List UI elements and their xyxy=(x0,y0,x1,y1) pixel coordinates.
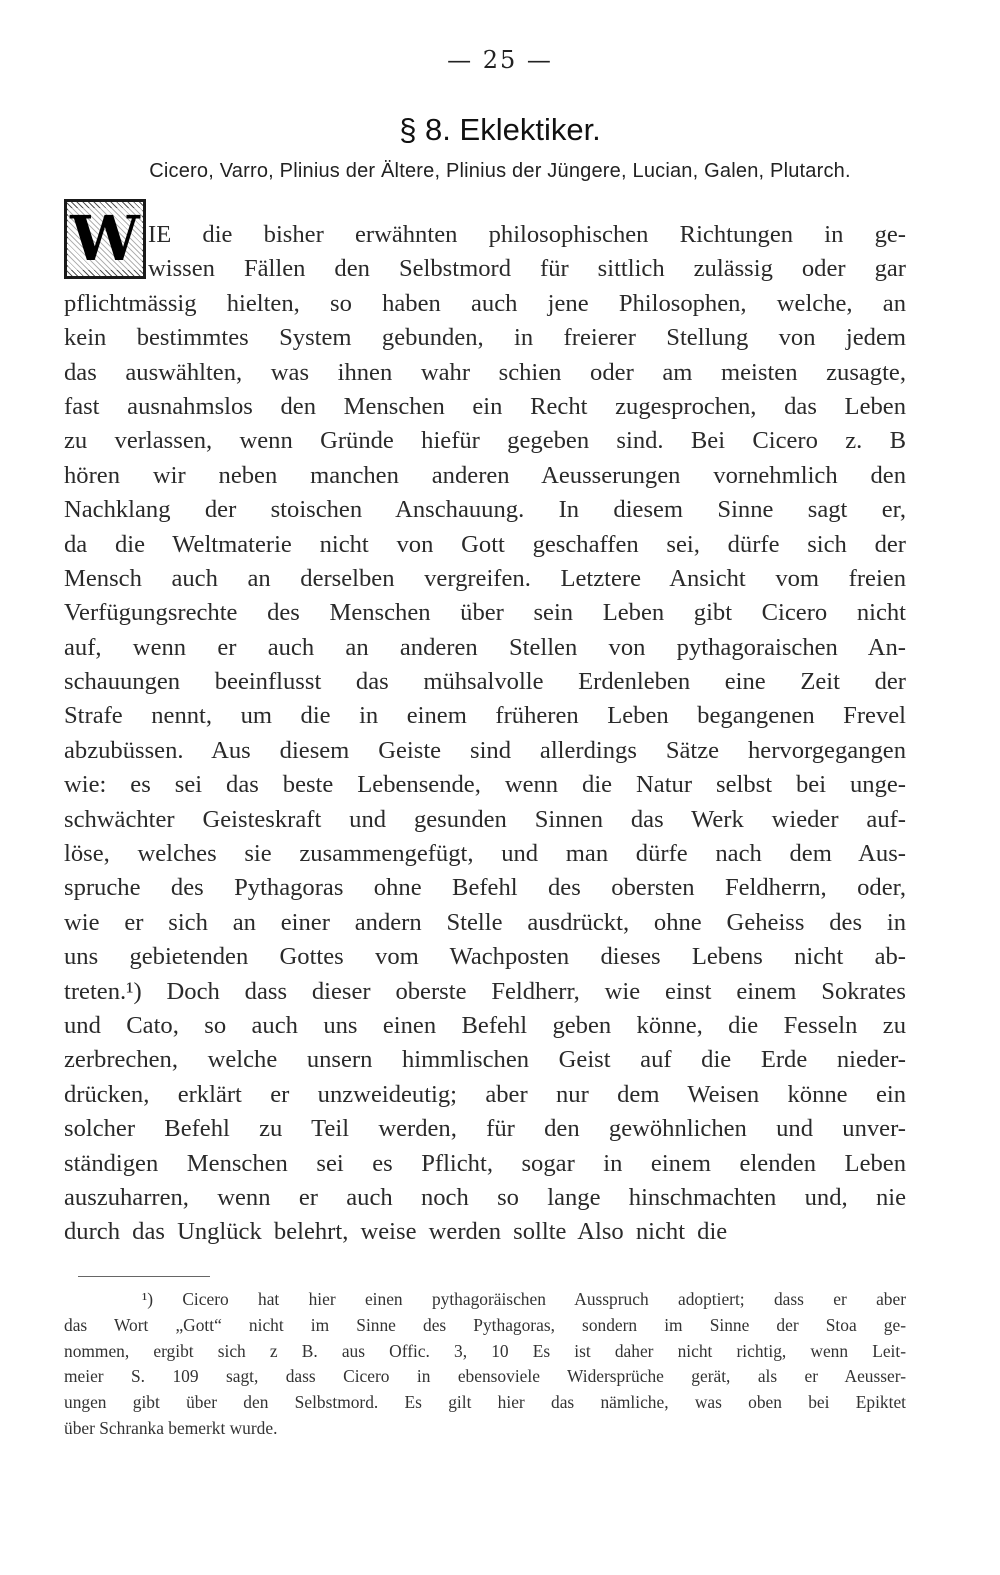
text-line: uns gebietenden Gottes vom Wachposten dieses Lebens nicht ab- xyxy=(64,943,906,971)
text-line: schauungen beeinflusst das mühsalvolle Erdenleben eine Zeit der xyxy=(64,668,906,696)
text-line: und Cato, so auch uns einen Befehl geben könne, die Fesseln zu xyxy=(64,1011,906,1039)
page-number: — 25 — xyxy=(447,46,553,74)
footnote-line: über Schranka bemerkt wurde. xyxy=(64,1417,278,1438)
text-line: auf, wenn er auch an anderen Stellen von pythagoraischen An- xyxy=(64,633,906,661)
text-line: wissen Fällen den Selbstmord für sittlich zulässig oder gar xyxy=(148,255,906,283)
section-heading: § 8. Eklektiker. xyxy=(399,112,601,147)
text-line: wie: es sei das beste Lebensende, wenn die Natur selbst bei unge- xyxy=(64,771,906,799)
text-line: ständigen Menschen sei es Pflicht, sogar in einem elenden Leben xyxy=(64,1149,906,1177)
text-line: Strafe nennt, um die in einem früheren Leben begangenen Frevel xyxy=(64,702,906,730)
initial-letter: W xyxy=(70,202,140,275)
footnote-line: meier S. 109 sagt, dass Cicero in ebensoviele Widersprüche gerät, als er Aeusser- xyxy=(64,1366,906,1387)
text-line: spruche des Pythagoras ohne Befehl des obersten Feldherrn, oder, xyxy=(64,874,906,902)
text-line: zerbrechen, welche unsern himmlischen Geist auf die Erde nieder- xyxy=(64,1046,906,1074)
text-line: zu verlassen, wenn Gründe hiefür gegeben sind. Bei Cicero z. B xyxy=(64,427,906,455)
text-line: kein bestimmtes System gebunden, in freierer Stellung von jedem xyxy=(64,324,906,352)
text-line: da die Weltmaterie nicht von Gott geschaffen sei, dürfe sich der xyxy=(64,530,906,558)
footnote-line: nommen, ergibt sich z B. aus Offic. 3, 10 Es ist daher nicht richtig, wenn Leit- xyxy=(64,1340,906,1361)
footnote-line: ungen gibt über den Selbstmord. Es gilt hier das nämliche, was oben bei Epiktet xyxy=(64,1392,906,1413)
text-line: fast ausnahmslos den Menschen ein Recht zugesprochen, das Leben xyxy=(64,392,906,420)
text-line: hören wir neben manchen anderen Aeusserungen vornehmlich den xyxy=(64,461,906,489)
section-subtitle-names: Cicero, Varro, Plinius der Ältere, Plinius der Jüngere, Lucian, Galen, Plutarch. xyxy=(149,160,851,182)
text-line: solcher Befehl zu Teil werden, für den gewöhnlichen und unver- xyxy=(64,1115,906,1143)
footnote-separator xyxy=(78,1276,210,1277)
text-line: treten.¹) Doch dass dieser oberste Feldherr, wie einst einem Sokrates xyxy=(64,977,906,1005)
text-line: das auswählten, was ihnen wahr schien oder am meisten zusagte, xyxy=(64,358,906,386)
text-line: schwächter Geisteskraft und gesunden Sinnen das Werk wieder auf- xyxy=(64,805,906,833)
text-line: pflichtmässig hielten, so haben auch jene Philosophen, welche, an xyxy=(64,289,906,317)
text-line: drücken, erklärt er unzweideutig; aber nur dem Weisen könne ein xyxy=(64,1080,906,1108)
text-line: durch das Unglück belehrt, weise werden sollte Also nicht die xyxy=(64,1218,728,1246)
text-line: IE die bisher erwähnten philosophischen Richtungen in ge- xyxy=(148,221,906,248)
footnotes xyxy=(64,1287,906,1442)
text-line: auszuharren, wenn er auch noch so lange hinschmachten und, nie xyxy=(64,1183,906,1211)
text-line: abzubüssen. Aus diesem Geiste sind allerdings Sätze hervorgegangen xyxy=(64,736,906,764)
body-text xyxy=(64,218,906,1250)
text-line: löse, welches sie zusammengefügt, und man dürfe nach dem Aus- xyxy=(64,840,906,868)
footnote-line: ¹) Cicero hat hier einen pythagoräischen Ausspruch adoptiert; dass er aber xyxy=(142,1289,906,1309)
text-line: Nachklang der stoischen Anschauung. In diesem Sinne sagt er, xyxy=(64,496,906,524)
text-line: Verfügungsrechte des Menschen über sein Leben gibt Cicero nicht xyxy=(64,599,906,627)
text-line: wie er sich an einer andern Stelle ausdrückt, ohne Geheiss des in xyxy=(64,908,906,936)
text-line: Mensch auch an derselben vergreifen. Letztere Ansicht vom freien xyxy=(64,564,906,592)
footnote-line: das Wort „Gott“ nicht im Sinne des Pythagoras, sondern im Sinne der Stoa ge- xyxy=(64,1314,906,1335)
